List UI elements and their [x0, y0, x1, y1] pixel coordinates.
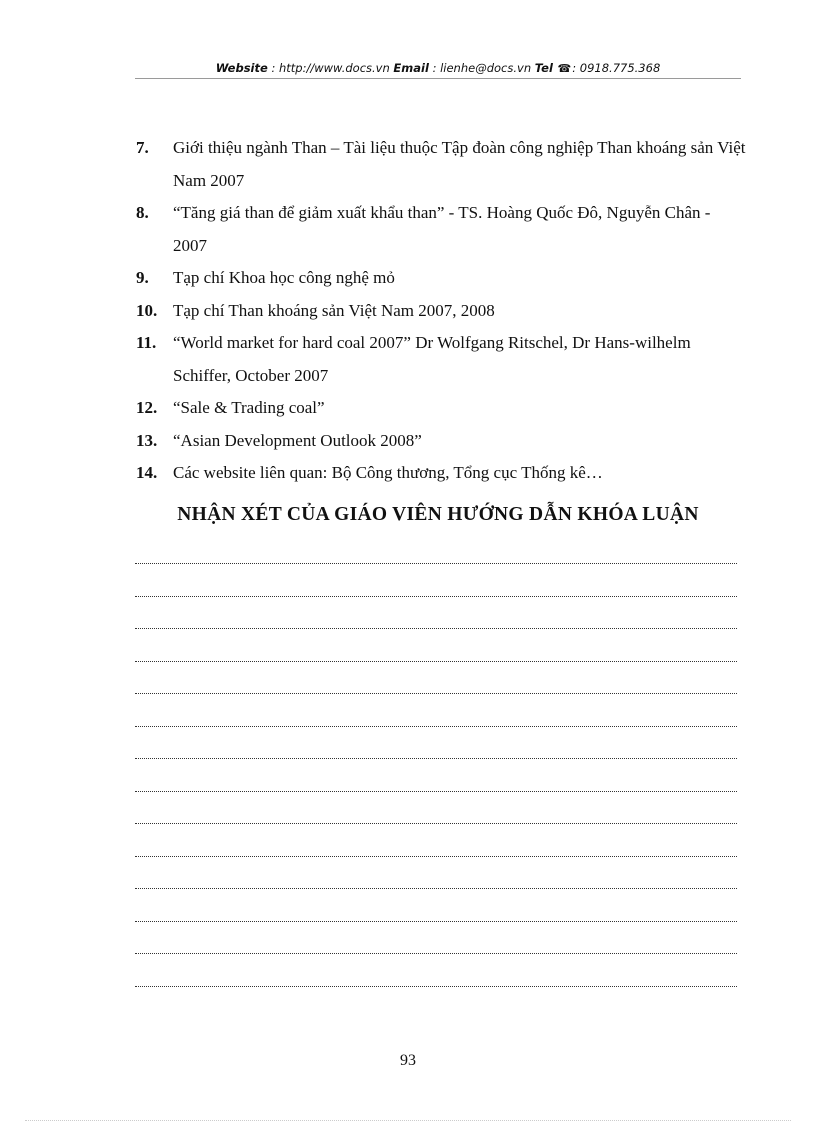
email-value: : lienhe@docs.vn	[432, 61, 532, 75]
comment-line	[135, 726, 737, 759]
reference-text: “World market for hard coal 2007” Dr Wolfgang Ritschel, Dr Hans-wilhelm Schiffer, October 2007	[173, 333, 691, 385]
website-label: Website	[215, 61, 268, 75]
reference-text: Các website liên quan: Bộ Công thương, Tổng cục Thống kê…	[173, 463, 603, 482]
comment-line	[135, 921, 737, 954]
comment-line	[135, 888, 737, 921]
reference-item	[136, 327, 746, 392]
reference-text: Giới thiệu ngành Than – Tài liệu thuộc Tập đoàn công nghiệp Than khoáng sản Việt Nam 2007	[173, 138, 746, 190]
reference-text: Tạp chí Khoa học công nghệ mỏ	[173, 268, 395, 287]
comment-line	[135, 693, 737, 726]
reference-number: 10.	[136, 300, 158, 320]
comment-lines	[135, 563, 737, 1018]
reference-number: 13.	[136, 430, 158, 450]
reference-item	[136, 392, 746, 425]
reference-item	[136, 132, 746, 197]
reference-number: 12.	[136, 398, 158, 417]
comment-line	[135, 953, 737, 986]
reference-number: 11.	[136, 333, 157, 352]
phone-icon: ☎	[557, 62, 572, 75]
page-number: 93	[400, 1052, 416, 1069]
reference-text: “Asian Development Outlook 2008”	[173, 430, 422, 450]
comment-line	[135, 986, 737, 1019]
reference-text: “Sale & Trading coal”	[173, 398, 325, 417]
comment-line	[135, 628, 737, 661]
email-label: Email	[393, 61, 429, 75]
reference-item	[136, 457, 746, 490]
footer-divider	[25, 1120, 791, 1121]
reference-item	[136, 425, 746, 458]
reference-item	[136, 262, 746, 295]
comment-line	[135, 823, 737, 856]
comment-line	[135, 758, 737, 791]
reference-number: 14.	[136, 463, 158, 482]
section-title: NHẬN XÉT CỦA GIÁO VIÊN HƯỚNG DẪN KHÓA LUẬN	[177, 504, 699, 525]
reference-item	[136, 295, 746, 328]
comment-line	[135, 791, 737, 824]
reference-text: Tạp chí Than khoáng sản Việt Nam 2007, 2008	[173, 300, 495, 320]
tel-label: Tel	[534, 61, 553, 75]
reference-list	[136, 132, 746, 490]
reference-number: 7.	[136, 138, 149, 157]
reference-item	[136, 197, 746, 262]
comment-line	[135, 661, 737, 694]
website-value: : http://www.docs.vn	[271, 61, 390, 75]
comment-line	[135, 563, 737, 596]
reference-number: 8.	[136, 203, 149, 222]
comment-line	[135, 856, 737, 889]
page-header	[135, 58, 741, 79]
tel-value: : 0918.775.368	[572, 61, 661, 75]
comment-line	[135, 596, 737, 629]
reference-number: 9.	[136, 268, 149, 287]
reference-text: “Tăng giá than để giảm xuất khẩu than” - TS. Hoàng Quốc Đô, Nguyễn Chân - 2007	[173, 203, 711, 255]
